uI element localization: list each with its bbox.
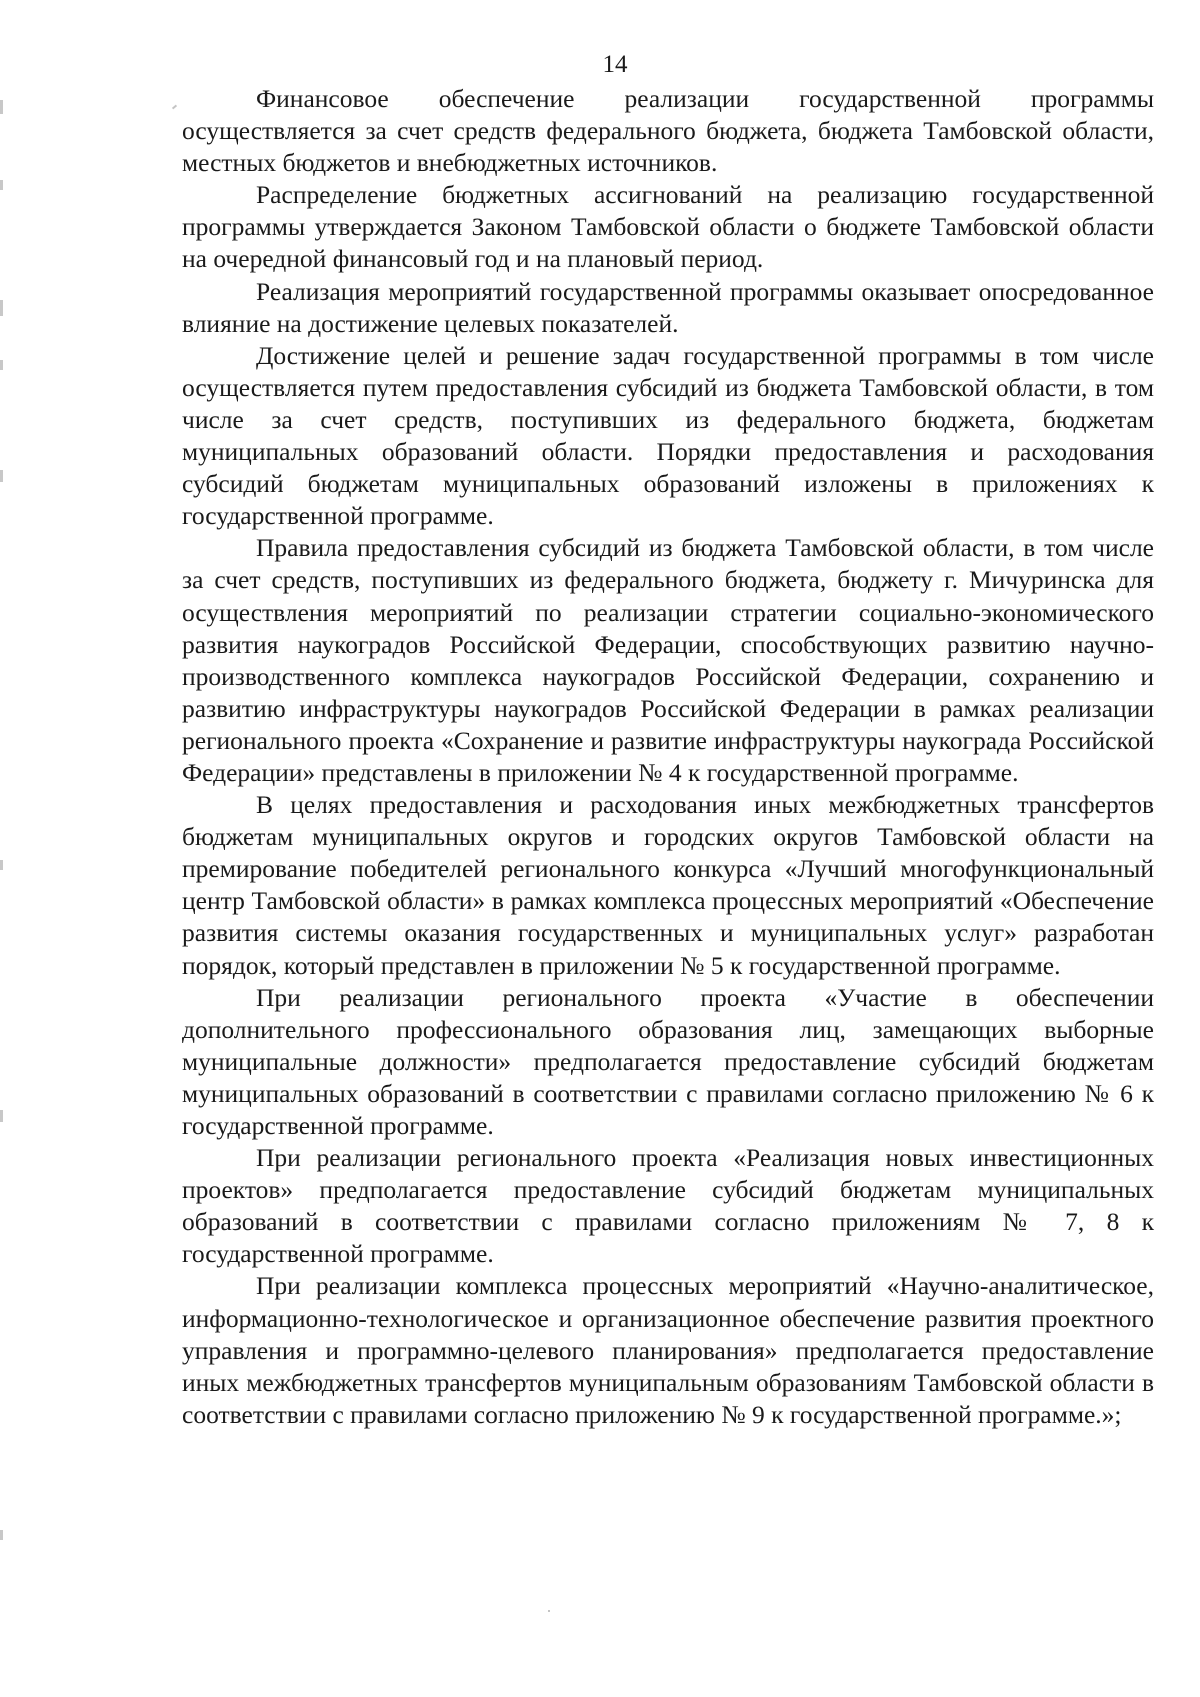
paragraph-financing: Финансовое обеспечение реализации государственной программы осуществляется за счет средств федерального бюджета, бюджета Тамбовской области, местных бюджетов и внебюджетных источников.: [182, 84, 1154, 178]
paragraph-municipal-education: При реализации регионального проекта «Участие в обеспечении дополнительного профессионального образования лиц, замещающих выборные муниципальные должности» предполагается предоставление субсидий бюджетам муниципальных образований в соответствии с правилами согласно приложению № 6 к государственной программе.: [182, 982, 1154, 1140]
scan-artifact: [172, 105, 177, 110]
page-number: 14: [602, 51, 628, 78]
scan-artifact: [0, 1530, 3, 1540]
scan-artifact: [548, 1610, 550, 1612]
scan-artifact: [0, 100, 3, 114]
scan-artifact: [0, 860, 3, 870]
paragraph-analytical-support: При реализации комплекса процессных мероприятий «Научно-аналитическое, информационно-технологическое и организационное обеспечение развития проектного управления и программно-целевого планирования» предполагается предоставление иных межбюджетных трансфертов муниципальным образованиям Тамбовской области в соответствии с правилами согласно приложению № 9 к государственной программе.»;: [182, 1271, 1154, 1429]
document-body: [182, 83, 1154, 1431]
scan-artifact: [0, 470, 3, 482]
scan-artifact: [0, 300, 3, 316]
paragraph-michurinsk-rules: Правила предоставления субсидий из бюджета Тамбовской области, в том числе за счет средств, поступивших из федерального бюджета, бюджету г. Мичуринска для осуществления мероприятий по реализации стратегии социально-экономического развития наукоградов Российской Федерации, способствующих развитию научно-производственного комплекса наукоградов Российской Федерации, сохранению и развитию инфраструктуры наукоградов Российской Федерации в рамках реализации регионального проекта «Сохранение и развитие инфраструктуры наукограда Российской Федерации» представлены в приложении № 4 к государственной программе.: [182, 533, 1154, 787]
paragraph-indirect-influence: Реализация мероприятий государственной программы оказывает опосредованное влияние на достижение целевых показателей.: [182, 276, 1154, 338]
paragraph-investment-projects: При реализации регионального проекта «Реализация новых инвестиционных проектов» предполагается предоставление субсидий бюджетам муниципальных образований в соответствии с правилами согласно приложениям № 7, 8 к государственной программе.: [182, 1143, 1154, 1269]
scan-artifact: [0, 1110, 3, 1122]
scan-artifact: [0, 180, 3, 190]
paragraph-budget-allocation: Распределение бюджетных ассигнований на реализацию государственной программы утверждается Законом Тамбовской области о бюджете Тамбовской области на очередной финансовый год и на плановый период.: [182, 180, 1154, 274]
paragraph-mfc-contest: В целях предоставления и расходования иных межбюджетных трансфертов бюджетам муниципальных округов и городских округов Тамбовской области на премирование победителей регионального конкурса «Лучший многофункциональный центр Тамбовской области» в рамках комплекса процессных мероприятий «Обеспечение развития системы оказания государственных и муниципальных услуг» разработан порядок, который представлен в приложении № 5 к государственной программе.: [182, 790, 1154, 980]
paragraph-goals-subsidies: Достижение целей и решение задач государственной программы в том числе осуществляется путем предоставления субсидий из бюджета Тамбовской области, в том числе за счет средств, поступивших из федерального бюджета, бюджетам муниципальных образований области. Порядки предоставления и расходования субсидий бюджетам муниципальных образований изложены в приложениях к государственной программе.: [182, 340, 1154, 531]
scan-artifact: [0, 360, 3, 370]
